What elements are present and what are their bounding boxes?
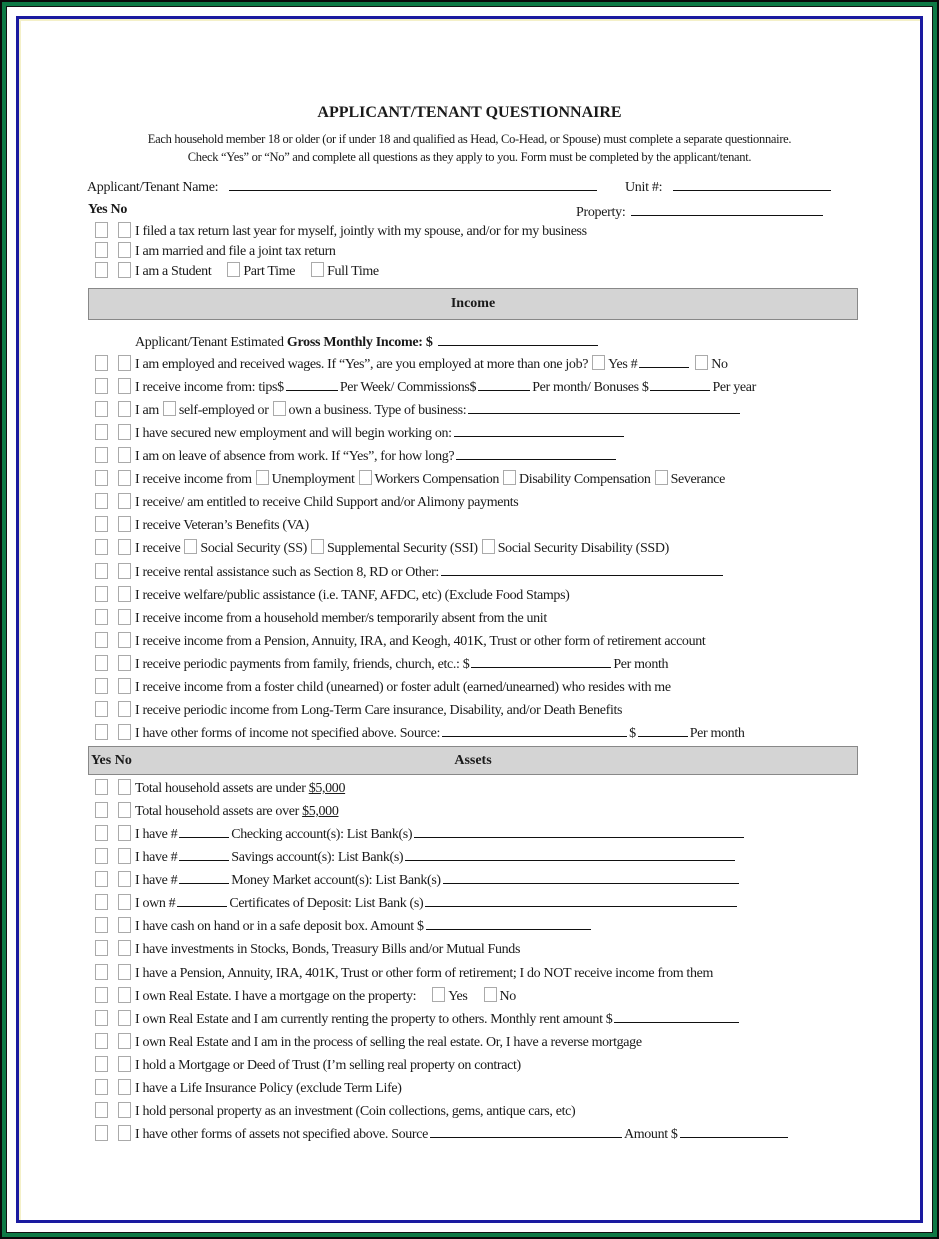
answer-blank[interactable] <box>179 825 229 838</box>
question-row <box>95 701 622 721</box>
question-text: I receive periodic income from Long-Term Care insurance, Disability, and/or Death Benefits <box>135 702 623 718</box>
yes-checkbox[interactable] <box>95 701 108 717</box>
question-text: I receive Veteran’s Benefits (VA) <box>135 518 309 534</box>
answer-blank[interactable] <box>468 401 740 414</box>
question-row <box>95 940 520 960</box>
question-row <box>95 1056 521 1076</box>
question-row <box>95 964 713 984</box>
yes-checkbox[interactable] <box>95 779 108 795</box>
answer-blank[interactable] <box>286 378 338 391</box>
question-text: I receive income from a foster child (unearned) or foster adult (earned/unearned) who resides with me <box>135 679 671 695</box>
question-text: I receive income from: tips$ <box>135 380 284 396</box>
yes-checkbox[interactable] <box>95 871 108 887</box>
yes-checkbox[interactable] <box>95 262 108 278</box>
question-text: Yes # <box>608 357 638 372</box>
question-text: self-employed or <box>178 403 269 419</box>
no-checkbox[interactable] <box>118 701 131 717</box>
answer-blank[interactable] <box>177 894 227 907</box>
question-text: I own Real Estate. I have a mortgage on the property: <box>135 988 417 1004</box>
no-checkbox[interactable] <box>118 355 131 371</box>
yes-no-header: Yes No <box>88 202 128 217</box>
answer-blank[interactable] <box>443 871 739 884</box>
option-checkbox[interactable] <box>163 401 176 416</box>
gross-income-label-bold: Gross Monthly Income: $ <box>286 335 433 350</box>
underlined-amount: $5,000 <box>308 781 346 796</box>
property-label: Property: <box>576 205 626 220</box>
answer-blank[interactable] <box>639 355 689 368</box>
question-row <box>95 242 336 262</box>
yes-checkbox[interactable] <box>95 355 108 371</box>
question-text: I have investments in Stocks, Bonds, Treasury Bills and/or Mutual Funds <box>135 942 521 958</box>
question-row <box>95 987 516 1007</box>
property-field[interactable] <box>576 203 825 221</box>
question-row <box>95 355 728 375</box>
yes-checkbox[interactable] <box>95 1033 108 1049</box>
question-text: Total household assets are under <box>135 781 309 796</box>
yes-checkbox[interactable] <box>95 378 108 394</box>
question-text: Unemployment <box>271 472 355 488</box>
no-checkbox[interactable] <box>118 609 131 625</box>
answer-blank[interactable] <box>614 1010 739 1023</box>
no-checkbox[interactable] <box>118 987 131 1003</box>
question-text: I receive income from a Pension, Annuity, IRA, and Keogh, 401K, Trust or other form of retirement account <box>135 633 706 649</box>
question-text: Checking account(s): List Bank(s) <box>231 827 413 843</box>
no-checkbox[interactable] <box>118 447 131 463</box>
answer-blank[interactable] <box>478 378 530 391</box>
no-checkbox[interactable] <box>118 802 131 818</box>
question-row <box>95 493 518 513</box>
question-row <box>95 655 668 675</box>
no-checkbox[interactable] <box>118 539 131 555</box>
question-row <box>95 632 705 652</box>
question-row <box>95 678 671 698</box>
answer-blank[interactable] <box>650 378 710 391</box>
question-row <box>95 825 746 845</box>
yes-checkbox[interactable] <box>95 516 108 532</box>
question-text: I am employed and received wages. If “Yes”, are you employed at more than one job? <box>135 357 589 372</box>
question-row <box>95 563 725 583</box>
option-checkbox[interactable] <box>432 987 445 1002</box>
answer-blank[interactable] <box>425 894 737 907</box>
question-text: Social Security Disability (SSD) <box>497 541 669 557</box>
unit-field[interactable] <box>625 178 833 196</box>
question-text: I receive rental assistance such as Section 8, RD or Other: <box>135 564 439 580</box>
question-text: Full Time <box>327 264 379 279</box>
name-input[interactable] <box>229 178 597 191</box>
no-checkbox[interactable] <box>118 779 131 795</box>
question-text: I receive <box>135 541 181 557</box>
yes-checkbox[interactable] <box>95 1125 108 1141</box>
yes-checkbox[interactable] <box>95 222 108 238</box>
question-row <box>95 262 379 282</box>
question-row <box>95 917 593 937</box>
no-checkbox[interactable] <box>118 242 131 258</box>
question-text: I hold personal property as an investment (Coin collections, gems, antique cars, etc) <box>135 1103 576 1119</box>
yes-checkbox[interactable] <box>95 1056 108 1072</box>
answer-blank[interactable] <box>471 655 611 668</box>
option-checkbox[interactable] <box>273 401 286 416</box>
answer-blank[interactable] <box>179 871 229 884</box>
option-checkbox[interactable] <box>311 539 324 554</box>
name-field[interactable] <box>87 178 599 196</box>
no-checkbox[interactable] <box>118 586 131 602</box>
yes-checkbox[interactable] <box>95 424 108 440</box>
question-text: Yes <box>448 988 468 1004</box>
question-text: I own Real Estate and I am currently renting the property to others. Monthly rent amount $ <box>135 1011 613 1027</box>
question-text: I receive income from <box>135 472 252 488</box>
income-header: Income <box>88 288 858 320</box>
yes-checkbox[interactable] <box>95 401 108 417</box>
no-checkbox[interactable] <box>118 871 131 887</box>
question-row <box>95 609 547 629</box>
yes-checkbox[interactable] <box>95 242 108 258</box>
question-row <box>95 848 737 868</box>
yes-checkbox[interactable] <box>95 802 108 818</box>
question-row <box>95 871 741 891</box>
question-text: Amount $ <box>623 1127 678 1143</box>
question-text: Per year <box>712 380 756 396</box>
no-checkbox[interactable] <box>118 724 131 740</box>
question-text: $ <box>629 725 636 741</box>
question-text: I am <box>135 403 159 419</box>
gross-income-input[interactable] <box>438 333 598 346</box>
no-checkbox[interactable] <box>118 1033 131 1049</box>
question-text: I am a Student <box>135 264 212 279</box>
option-checkbox[interactable] <box>184 539 197 554</box>
question-text: I have other forms of income not specified above. Source: <box>135 725 441 741</box>
option-checkbox[interactable] <box>655 470 668 485</box>
yes-checkbox[interactable] <box>95 825 108 841</box>
answer-blank[interactable] <box>414 825 744 838</box>
intro-line-1: Each household member 18 or older (or if under 18 and qualified as Head, Co-Head, or Spouse) must complete a separate questionnaire. <box>147 132 792 146</box>
question-row <box>95 1010 741 1030</box>
question-row <box>95 1102 575 1122</box>
no-checkbox[interactable] <box>118 848 131 864</box>
question-row <box>95 470 725 490</box>
question-text: I own # <box>135 896 176 912</box>
option-checkbox[interactable] <box>256 470 269 485</box>
question-text: I have a Life Insurance Policy (exclude Term Life) <box>135 1080 402 1096</box>
answer-blank[interactable] <box>426 917 591 930</box>
no-checkbox[interactable] <box>118 1125 131 1141</box>
option-checkbox[interactable] <box>592 355 605 370</box>
unit-input[interactable] <box>673 178 831 191</box>
no-checkbox[interactable] <box>118 917 131 933</box>
gross-income-field[interactable] <box>135 333 600 351</box>
question-text: I have cash on hand or in a safe deposit box. Amount $ <box>135 919 424 935</box>
yes-checkbox[interactable] <box>95 848 108 864</box>
question-text: own a business. Type of business: <box>288 403 467 419</box>
option-checkbox[interactable] <box>482 539 495 554</box>
question-text: I filed a tax return last year for myself, jointly with my spouse, and/or for my business <box>135 224 587 239</box>
answer-blank[interactable] <box>442 724 627 737</box>
question-text: I own Real Estate and I am in the process of selling the real estate. Or, I have a reverse mortgage <box>135 1034 642 1050</box>
yes-checkbox[interactable] <box>95 987 108 1003</box>
intro-line-2: Check “Yes” or “No” and complete all questions as they apply to you. Form must be completed by the applicant/tenant. <box>187 150 752 164</box>
question-text: I have # <box>135 850 178 866</box>
question-row <box>95 539 669 559</box>
assets-header <box>88 746 858 775</box>
question-text: Severance <box>670 472 725 488</box>
question-text: I have # <box>135 827 178 843</box>
no-checkbox[interactable] <box>118 516 131 532</box>
no-checkbox[interactable] <box>118 470 131 486</box>
underlined-amount: $5,000 <box>302 804 339 820</box>
no-checkbox[interactable] <box>118 222 131 238</box>
yes-checkbox[interactable] <box>95 586 108 602</box>
question-text: I receive income from a household member/s temporarily absent from the unit <box>135 610 547 626</box>
no-checkbox[interactable] <box>118 1056 131 1072</box>
option-checkbox[interactable] <box>359 470 372 485</box>
question-row <box>95 779 345 799</box>
question-text: Per month <box>613 656 669 672</box>
form-title: APPLICANT/TENANT QUESTIONNAIRE <box>317 104 622 121</box>
no-checkbox[interactable] <box>118 678 131 694</box>
question-row <box>95 1033 642 1053</box>
yes-checkbox[interactable] <box>95 1010 108 1026</box>
answer-blank[interactable] <box>179 848 229 861</box>
question-row <box>95 894 739 914</box>
answer-blank[interactable] <box>638 724 688 737</box>
no-checkbox[interactable] <box>118 1010 131 1026</box>
question-row <box>95 1125 790 1145</box>
no-checkbox[interactable] <box>118 940 131 956</box>
property-input[interactable] <box>631 203 823 216</box>
question-text: I hold a Mortgage or Deed of Trust (I’m selling real property on contract) <box>135 1057 521 1073</box>
option-checkbox[interactable] <box>227 262 240 277</box>
question-row <box>95 401 742 421</box>
answer-blank[interactable] <box>430 1125 622 1138</box>
answer-blank[interactable] <box>405 848 735 861</box>
question-text: I have secured new employment and will begin working on: <box>135 426 452 442</box>
yes-checkbox[interactable] <box>95 678 108 694</box>
yes-checkbox[interactable] <box>95 447 108 463</box>
question-text: Workers Compensation <box>374 472 500 488</box>
no-checkbox[interactable] <box>118 378 131 394</box>
question-text: I am on leave of absence from work. If “Yes”, for how long? <box>135 449 455 465</box>
question-text: Certificates of Deposit: List Bank (s) <box>229 896 424 912</box>
question-text: I have # <box>135 873 178 889</box>
question-text: I receive welfare/public assistance (i.e. TANF, AFDC, etc) (Exclude Food Stamps) <box>135 587 570 603</box>
yes-checkbox[interactable] <box>95 609 108 625</box>
no-checkbox[interactable] <box>118 424 131 440</box>
yes-checkbox[interactable] <box>95 539 108 555</box>
yes-checkbox[interactable] <box>95 632 108 648</box>
gross-income-label: Applicant/Tenant Estimated <box>135 335 287 350</box>
answer-blank[interactable] <box>441 563 723 576</box>
question-row <box>95 724 745 744</box>
yes-checkbox[interactable] <box>95 1079 108 1095</box>
no-checkbox[interactable] <box>118 563 131 579</box>
yes-checkbox[interactable] <box>95 940 108 956</box>
yes-checkbox[interactable] <box>95 470 108 486</box>
option-checkbox[interactable] <box>503 470 516 485</box>
question-row <box>95 447 618 467</box>
answer-blank[interactable] <box>680 1125 788 1138</box>
option-checkbox[interactable] <box>311 262 324 277</box>
assets-title: Assets <box>454 753 492 768</box>
no-checkbox[interactable] <box>118 632 131 648</box>
question-row <box>95 1079 402 1099</box>
no-checkbox[interactable] <box>118 894 131 910</box>
yes-checkbox[interactable] <box>95 917 108 933</box>
assets-yes-no: Yes No <box>91 753 132 768</box>
question-text: Money Market account(s): List Bank(s) <box>231 873 441 889</box>
question-text: I have a Pension, Annuity, IRA, 401K, Trust or other form of retirement; I do NOT receive income from them <box>135 965 713 981</box>
question-text: Per month <box>689 725 745 741</box>
no-checkbox[interactable] <box>118 1102 131 1118</box>
yes-checkbox[interactable] <box>95 493 108 509</box>
question-text: I have other forms of assets not specified above. Source <box>135 1127 428 1143</box>
no-checkbox[interactable] <box>118 655 131 671</box>
question-row <box>95 516 309 536</box>
question-text: I am married and file a joint tax return <box>135 244 336 259</box>
unit-label: Unit #: <box>625 180 663 195</box>
no-checkbox[interactable] <box>118 964 131 980</box>
question-text: I receive periodic payments from family, friends, church, etc.: $ <box>135 656 470 672</box>
question-row <box>95 586 570 606</box>
answer-blank[interactable] <box>454 424 624 437</box>
question-text: Part Time <box>243 264 296 279</box>
answer-blank[interactable] <box>456 447 616 460</box>
option-checkbox[interactable] <box>695 355 708 370</box>
question-text: Savings account(s): List Bank(s) <box>231 850 404 866</box>
question-text: Disability Compensation <box>519 472 651 488</box>
question-text: Social Security (SS) <box>200 541 307 557</box>
name-label: Applicant/Tenant Name: <box>87 180 219 195</box>
question-text: I receive/ am entitled to receive Child Support and/or Alimony payments <box>135 495 519 511</box>
question-row <box>95 378 756 398</box>
question-text: Per month/ Bonuses $ <box>532 380 649 396</box>
no-checkbox[interactable] <box>118 825 131 841</box>
no-checkbox[interactable] <box>118 401 131 417</box>
yes-checkbox[interactable] <box>95 1102 108 1118</box>
question-row <box>95 424 626 444</box>
question-text: Supplemental Security (SSI) <box>326 541 478 557</box>
question-text: No <box>499 988 516 1004</box>
no-checkbox[interactable] <box>118 493 131 509</box>
yes-checkbox[interactable] <box>95 964 108 980</box>
question-text: No <box>711 357 728 372</box>
question-text: Per Week/ Commissions$ <box>339 380 477 396</box>
yes-checkbox[interactable] <box>95 724 108 740</box>
question-row <box>95 222 587 242</box>
yes-checkbox[interactable] <box>95 894 108 910</box>
no-checkbox[interactable] <box>118 1079 131 1095</box>
no-checkbox[interactable] <box>118 262 131 278</box>
question-text: Total household assets are over <box>135 804 303 820</box>
option-checkbox[interactable] <box>484 987 497 1002</box>
yes-checkbox[interactable] <box>95 563 108 579</box>
yes-checkbox[interactable] <box>95 655 108 671</box>
question-row <box>95 802 338 822</box>
